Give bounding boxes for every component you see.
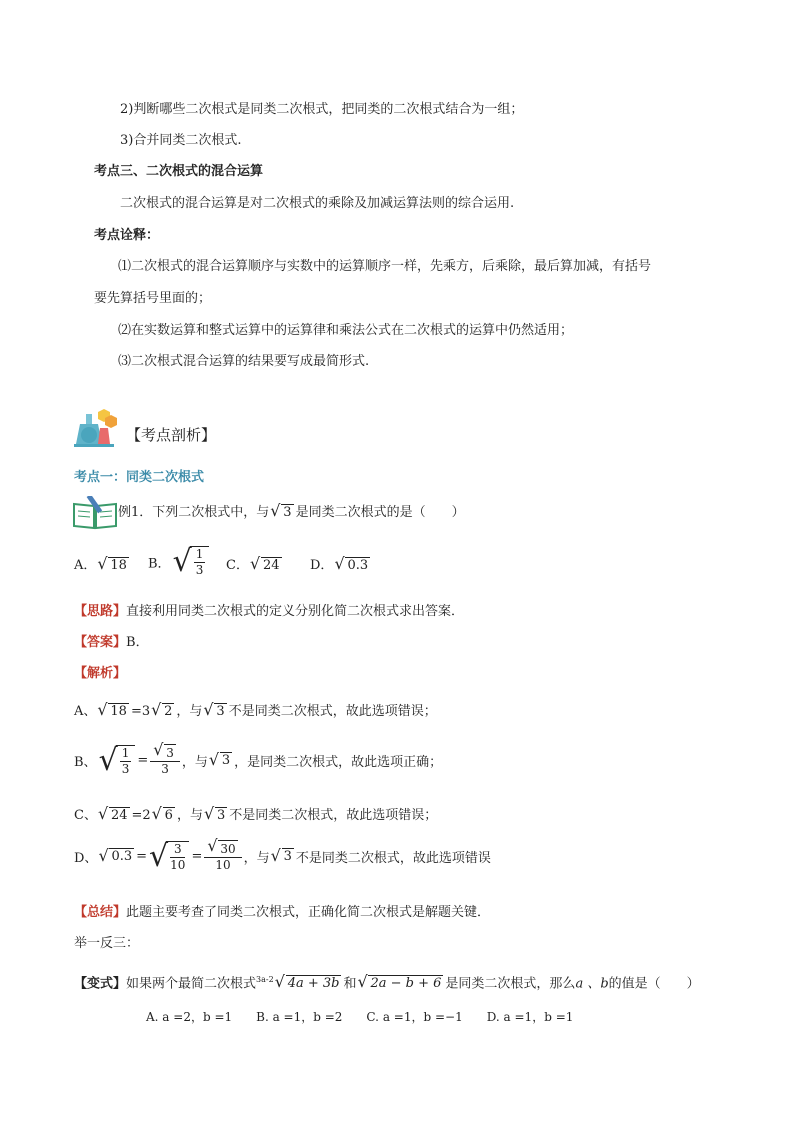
book-pencil-icon	[72, 496, 118, 530]
option-d: D．√ 0.3	[310, 556, 372, 576]
variant-question: 【变式】如果两个最简二次根式$^{3a-2}$√ 4a + 3b 和√ 2a − b + 6 是同类二次根式，那么a 、b的值是（ ）	[74, 970, 700, 994]
analysis-heading: 【考点剖析】	[126, 426, 217, 444]
variant-options: A. a =2，b =1 B. a =1，b =2 C. a =1，b =−1 D. a =1，b =1	[146, 1010, 574, 1024]
example-1-question	[118, 503, 465, 523]
example-suffix: 是同类二次根式的是（ ）	[295, 505, 465, 520]
explanation-b: B、 √ $\frac{1}{3}$ = √ $\frac{3}{3}$ ，与√ 3 ，是同类二次根式，故此选项正确；	[74, 744, 442, 777]
analysis-sub-heading: 考点一：同类二次根式	[74, 470, 205, 485]
note-3: ⑶二次根式混合运算的结果要写成最简形式.	[118, 354, 370, 369]
notes-title: 考点诠释：	[94, 228, 160, 243]
option-a: A．√ 18	[74, 556, 131, 576]
summary-text: 此题主要考查了同类二次根式，正确化简二次根式是解题关键．	[126, 905, 491, 920]
example-prefix: 例1．下列二次根式中，与	[118, 505, 270, 520]
explanation-c: C、√ 24 =2√ 6 ，与√ 3 不是同类二次根式，故此选项错误；	[74, 806, 437, 826]
note-1-line-2: 要先算括号里面的；	[94, 291, 212, 306]
answer-line	[74, 633, 149, 653]
answer-tag: 【答案】	[74, 635, 127, 650]
option-c: C．√ 24	[226, 556, 284, 576]
point-3-title: 考点三、二次根式的混合运算	[94, 164, 264, 179]
step-3-text: 3)合并同类二次根式.	[120, 133, 242, 148]
option-b: B． √ $\frac{1}{3}$	[148, 546, 211, 578]
lab-beakers-icon	[74, 408, 118, 448]
sqrt-3: √ 3	[271, 503, 293, 523]
summary-tag: 【总结】	[74, 905, 127, 920]
root-index: 3a-2	[256, 975, 274, 984]
practice-title: 举一反三：	[74, 936, 140, 951]
note-1-line-1: ⑴二次根式的混合运算顺序与实数中的运算顺序一样，先乘方，后乘除，最后算加减，有括号	[118, 259, 652, 274]
summary-line	[74, 903, 490, 923]
idea-text: 直接利用同类二次根式的定义分别化简二次根式求出答案．	[126, 604, 465, 619]
idea-tag: 【思路】	[74, 604, 127, 619]
explanation-d: D、√ 0.3 = √ $\frac{3}{10}$ = √ $\frac{30}{10}$ ，与√ 3 不是同类二次根式，故此选项错误	[74, 840, 491, 873]
answer-text: B．	[126, 635, 149, 650]
variant-tag: 【变式】	[74, 976, 127, 992]
step-2-text: 2)判断哪些二次根式是同类二次根式，把同类的二次根式结合为一组；	[120, 102, 524, 117]
idea-line	[74, 602, 464, 622]
point-3-description: 二次根式的混合运算是对二次根式的乘除及加减运算法则的综合运用.	[120, 196, 515, 211]
explanation-a: A、√ 18 =3√ 2 ，与√ 3 不是同类二次根式，故此选项错误；	[74, 702, 437, 722]
note-2: ⑵在实数运算和整式运算中的运算律和乘法公式在二次根式的运算中仍然适用；	[118, 323, 574, 338]
explanation-tag: 【解析】	[74, 666, 127, 681]
